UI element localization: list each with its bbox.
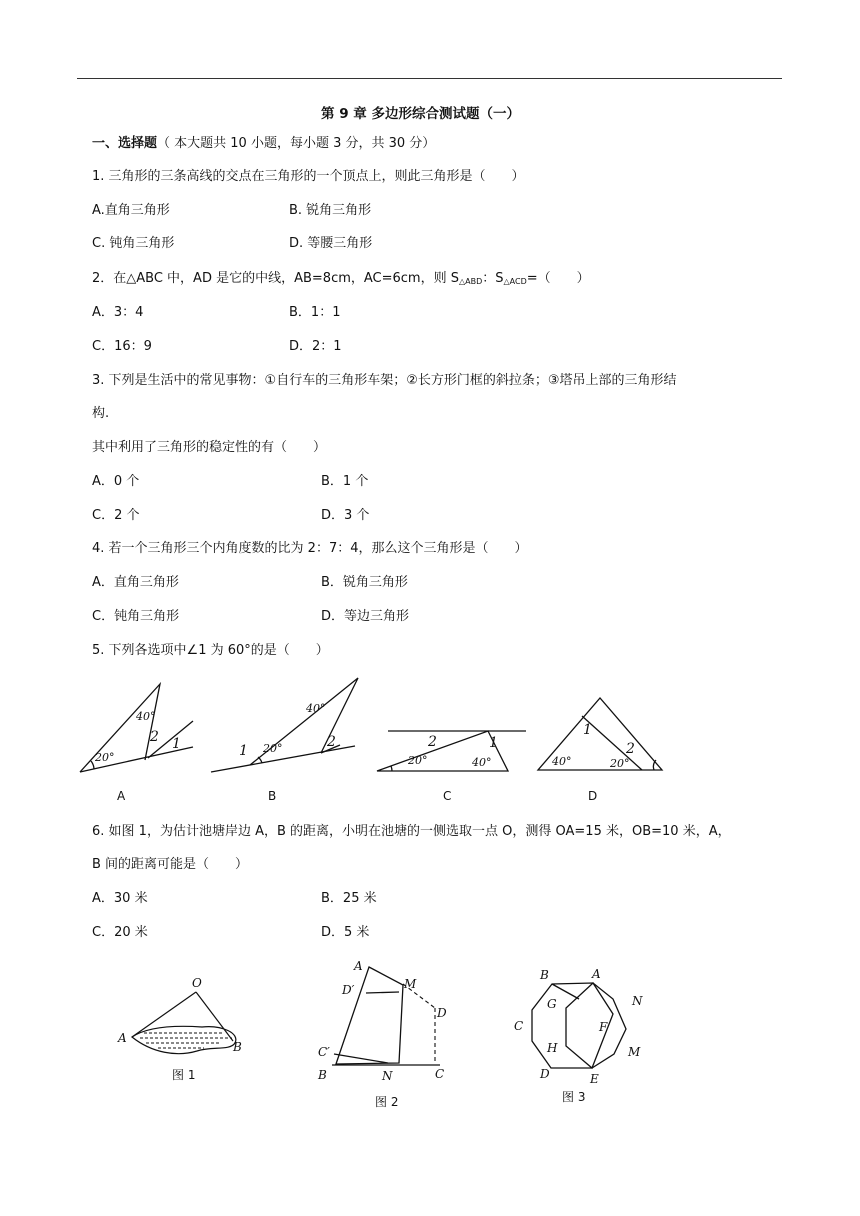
- figA-triangle: [80, 684, 160, 772]
- q2-option-b: B．1：1: [289, 305, 341, 320]
- q6-option-a: A．30 米: [92, 891, 148, 906]
- fig3-label-f: F: [599, 1020, 608, 1034]
- fig2-label-n: N: [382, 1069, 393, 1083]
- figA-bottom-angle: 20°: [95, 751, 115, 764]
- figure-1-caption: 图 1: [172, 1068, 196, 1082]
- figB-arc: [258, 757, 262, 763]
- q3-option-d: D．3 个: [321, 508, 370, 523]
- segment-ob: [196, 992, 233, 1041]
- figC-arc: [391, 766, 392, 771]
- fig2-label-b: B: [318, 1068, 327, 1082]
- figure-3-caption: 图 3: [562, 1090, 586, 1104]
- section-label: 一、选择题: [92, 136, 158, 151]
- q5-figures-abc: [70, 675, 540, 785]
- q2-subscript-abd: △ABD: [458, 277, 483, 286]
- q2-subscript-acd: △ACD: [503, 277, 527, 286]
- q2-option-d: D．2：1: [289, 339, 342, 354]
- q3-option-a: A．0 个: [92, 474, 140, 489]
- section-note: （ 本大题共 10 小题，每小题 3 分，共 30 分）: [157, 136, 436, 151]
- fig2-label-a: A: [354, 959, 363, 973]
- q4-option-a: A．直角三角形: [92, 575, 179, 590]
- fig3-label-c: C: [514, 1019, 524, 1033]
- question-3-stem-cont: 构.: [92, 406, 110, 421]
- q1-option-b: B. 锐角三角形: [289, 203, 372, 218]
- fig2-label-m: M: [404, 977, 417, 991]
- fig1-label-a: A: [118, 1031, 127, 1045]
- fig1-label-o: O: [192, 976, 202, 990]
- pond-shape: [132, 1026, 236, 1053]
- page-title: 第 9 章 多边形综合测试题（一）: [321, 106, 520, 122]
- figC-label-2: 2: [428, 734, 437, 750]
- q2-stem-end: =（ ）: [526, 271, 590, 286]
- fig1-label-b: B: [233, 1040, 242, 1054]
- figD-label-1: 1: [583, 722, 592, 738]
- figA-label-1: 1: [172, 736, 181, 752]
- fig3-label-a: A: [592, 967, 601, 981]
- segment-d1m: [366, 992, 399, 993]
- question-5-stem: 5. 下列各选项中∠1 为 60°的是（ ）: [92, 643, 329, 658]
- q2-option-c: C．16：9: [92, 339, 152, 354]
- fig3-label-e: E: [590, 1072, 599, 1086]
- q4-option-c: C．钝角三角形: [92, 609, 180, 624]
- question-6-stem: 6. 如图 1，为估计池塘岸边 A，B 的距离，小明在池塘的一侧选取一点 O，测得 OA=15 米，OB=10 米，A，: [92, 824, 731, 839]
- fig2-label-d-prime: D′: [342, 983, 355, 997]
- q1-option-d: D. 等腰三角形: [289, 236, 373, 251]
- figB-label-2: 2: [327, 734, 336, 750]
- fig2-label-d: D: [437, 1006, 447, 1020]
- figA-label-2: 2: [150, 729, 159, 745]
- q1-option-a: A.直角三角形: [92, 203, 170, 218]
- q6-option-c: C．20 米: [92, 925, 148, 940]
- q5-option-c-label: C: [443, 789, 452, 803]
- segment-c1n: [334, 1054, 388, 1063]
- q2-stem-part: 2．在△ABC 中，AD 是它的中线，AB=8cm，AC=6cm，则 S: [92, 271, 459, 286]
- q5-option-b-label: B: [268, 789, 277, 803]
- question-4-stem: 4. 若一个三角形三个内角度数的比为 2：7：4，那么这个三角形是（ ）: [92, 541, 528, 556]
- fig3-label-g: G: [547, 997, 557, 1011]
- question-3-stem: 3. 下列是生活中的常见事物：①自行车的三角形车架；②长方形门框的斜拉条；③塔吊上部的三角形结: [92, 373, 677, 388]
- q3-option-c: C．2 个: [92, 508, 140, 523]
- figD-arc: [653, 760, 656, 770]
- q3-option-b: B．1 个: [321, 474, 369, 489]
- question-6-stem-cont: B 间的距离可能是（ ）: [92, 857, 249, 872]
- figB-bottom-angle: 20°: [263, 742, 283, 755]
- q5-figure-d: [532, 690, 668, 776]
- q4-option-d: D．等边三角形: [321, 609, 410, 624]
- figure-1-pond: [112, 975, 262, 1065]
- figB-top-angle: 40°: [306, 702, 326, 715]
- figD-label-2: 2: [626, 741, 635, 757]
- fig3-label-m: M: [628, 1045, 641, 1059]
- q6-option-b: B．25 米: [321, 891, 377, 906]
- q5-option-a-label: A: [117, 789, 126, 803]
- figB-label-1: 1: [239, 743, 248, 759]
- figD-left-angle: 40°: [552, 755, 572, 768]
- question-1-stem: 1. 三角形的三条高线的交点在三角形的一个顶点上，则此三角形是（ ）: [92, 169, 525, 184]
- figA-top-angle: 40°: [136, 710, 156, 723]
- figure-2-fold: [312, 958, 462, 1086]
- fig2-label-c-prime: C′: [318, 1045, 330, 1059]
- fig3-label-b: B: [540, 968, 549, 982]
- fig3-label-d: D: [540, 1067, 550, 1081]
- figure-3-polygons: [510, 962, 655, 1088]
- figC-label-1: 1: [489, 735, 498, 751]
- figure-2-caption: 图 2: [375, 1095, 399, 1109]
- fig2-label-c: C: [435, 1067, 445, 1081]
- q4-option-b: B．锐角三角形: [321, 575, 408, 590]
- top-rule: [77, 78, 782, 79]
- segment-oa: [132, 992, 196, 1037]
- fold-quadrilateral: [336, 967, 403, 1064]
- figC-right-angle: 40°: [472, 756, 492, 769]
- section-heading: [92, 134, 435, 154]
- figD-right-angle: 20°: [610, 757, 630, 770]
- q2-stem-colon: ：S: [482, 271, 504, 286]
- question-2-stem: [92, 269, 590, 292]
- q2-option-a: A．3：4: [92, 305, 144, 320]
- figC-left-angle: 20°: [408, 754, 428, 767]
- fig3-label-h: H: [547, 1041, 558, 1055]
- q1-option-c: C. 钝角三角形: [92, 236, 175, 251]
- fig3-label-n: N: [632, 994, 643, 1008]
- q5-option-d-label: D: [588, 789, 598, 803]
- q6-option-d: D．5 米: [321, 925, 370, 940]
- figA-arc: [91, 761, 94, 769]
- question-3-ask: 其中利用了三角形的稳定性的有（ ）: [92, 440, 327, 455]
